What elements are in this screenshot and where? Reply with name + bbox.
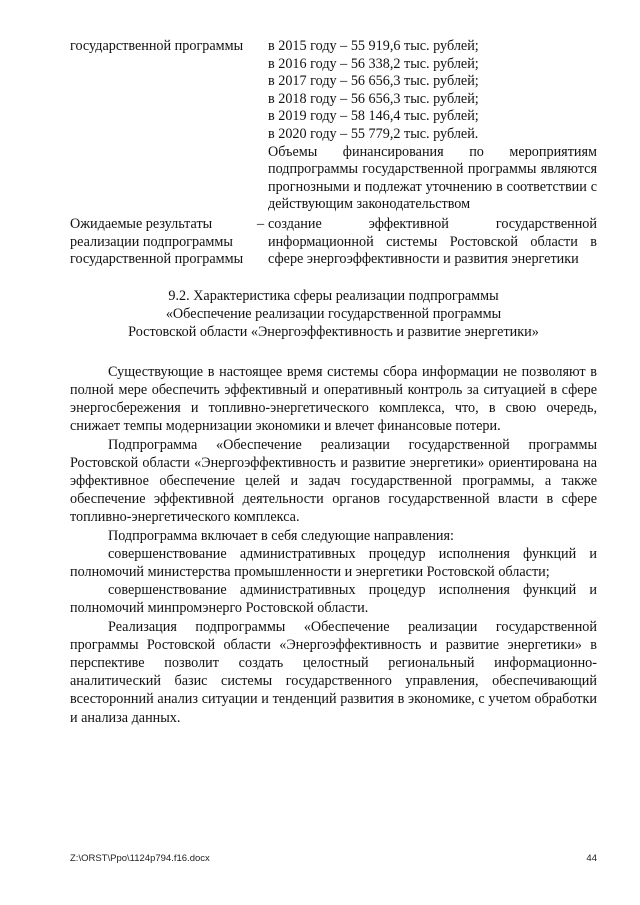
paragraph-3: Подпрограмма включает в себя следующие направления: [108, 527, 454, 544]
page-footer [70, 853, 597, 864]
section-heading [70, 287, 597, 341]
results-value: создание эффективной государственной информационной системы Ростовской области в сфере энергоэффективности и развития энергетики [268, 215, 597, 268]
funding-line-2017: в 2017 году – 56 656,3 тыс. рублей; [268, 73, 479, 90]
section-heading-line-2: «Обеспечение реализации государственной программы [165, 305, 502, 322]
funding-line-2016: в 2016 году – 56 338,2 тыс. рублей; [268, 55, 479, 72]
results-dash: – [256, 215, 265, 232]
paragraph-4: совершенствование административных процедур исполнения функций и полномочий министерства промышленности и энергетики Ростовской области; [70, 545, 597, 580]
funding-note: Объемы финансирования по мероприятиям подпрограммы государственной программы являются прогнозными и подлежат уточнению в соответствии с действующим законодательством [268, 143, 597, 213]
funding-line-2019: в 2019 году – 58 146,4 тыс. рублей; [268, 108, 479, 125]
paragraph-5: совершенствование административных процедур исполнения функций и полномочий минпромэнерго Ростовской области. [70, 582, 597, 617]
page-number: 44 [586, 853, 597, 864]
results-label: Ожидаемые результаты реализации подпрограммы государственной программы [70, 215, 244, 268]
program-label: государственной программы [70, 38, 244, 54]
funding-values [268, 38, 597, 214]
funding-line-2015: в 2015 году – 55 919,6 тыс. рублей; [268, 38, 479, 54]
funding-row [70, 38, 597, 214]
paragraph-6: Реализация подпрограммы «Обеспечение реализации государственной программы Ростовской области «Энергоэффективность и развитие энергетики» в перспективе позволит создать целостный региональный информационно-аналитический базис системы государственного управления, обеспечивающий всесторонний анализ ситуации и тенденций развития в экономике, с учетом обработки и анализа данных. [70, 618, 597, 726]
funding-line-2020: в 2020 году – 55 779,2 тыс. рублей. [268, 125, 479, 142]
results-row [70, 216, 597, 269]
section-heading-line-3: Ростовской области «Энергоэффективность и развитие энергетики» [128, 323, 539, 340]
body-text [70, 363, 597, 727]
paragraph-2: Подпрограмма «Обеспечение реализации государственной программы Ростовской области «Энергоэффективность и развитие энергетики» ориентирована на эффективное обеспечение целей и задач государственной программы, а также обеспечение эффективной деятельности органов государственной власти в сфере топливно-энергетического комплекса. [70, 436, 597, 526]
section-heading-line-1: 9.2. Характеристика сферы реализации подпрограммы [168, 287, 499, 304]
document-page [70, 38, 597, 727]
funding-line-2018: в 2018 году – 56 656,3 тыс. рублей; [268, 90, 479, 107]
file-path: Z:\ORST\Ppo\1124p794.f16.docx [70, 853, 210, 864]
paragraph-1: Существующие в настоящее время системы сбора информации не позволяют в полной мере обеспечить эффективный и оперативный контроль за ситуацией в сфере энергосбережения и топливно-энергетического комплекса, что, в свою очередь, снижает темпы модернизации экономики и влечет финансовые потери. [70, 363, 597, 435]
